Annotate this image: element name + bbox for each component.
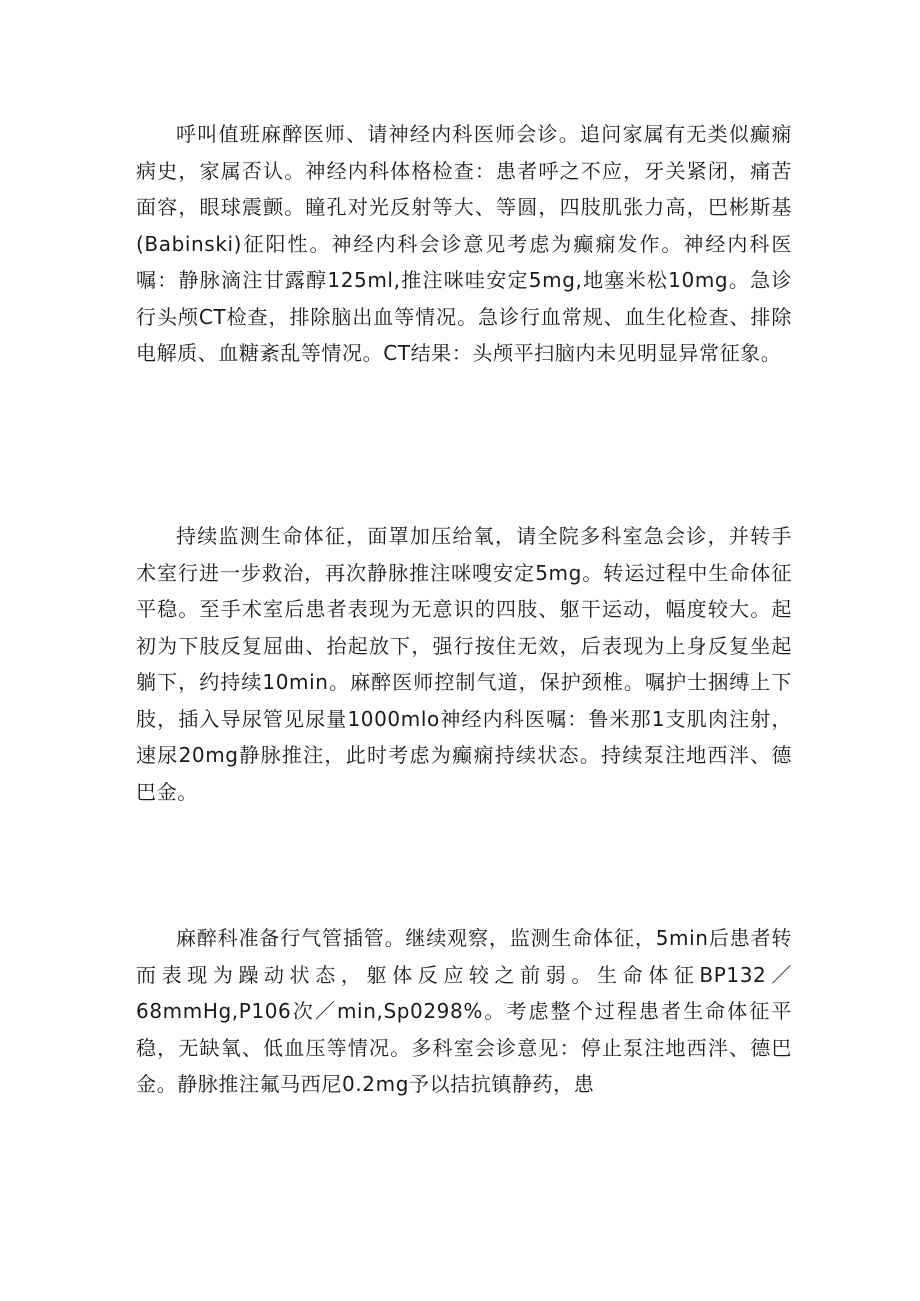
paragraph-1: 呼叫值班麻醉医师、请神经内科医师会诊。追问家属有无类似癫痫病史，家属否认。神经内科体格检查：患者呼之不应，牙关紧闭，痛苦面容，眼球震颤。瞳孔对光反射等大、等圆，四肢肌张力高，巴彬斯基(Babinski)征阳性。神经内科会诊意见考虑为癫痫发作。神经内科医嘱：静脉滴注甘露醇125ml,推注咪哇安定5mg,地塞米松10mg。急诊行头颅CT检查，排除脑出血等情况。急诊行血常规、血生化检查、排除电解质、血糖紊乱等情况。CT结果：头颅平扫脑内未见明显异常征象。: [136, 122, 792, 365]
paragraph-2: 持续监测生命体征，面罩加压给氧，请全院多科室急会诊，并转手术室行进一步救治，再次静脉推注咪嗖安定5mg。转运过程中生命体征平稳。至手术室后患者表现为无意识的四肢、躯干运动，幅度较大。起初为下肢反复屈曲、抬起放下，强行按住无效，后表现为上身反复坐起躺下，约持续10min。麻醉医师控制气道，保护颈椎。嘱护士捆缚上下肢，插入导尿管见尿量1000mlo神经内科医嘱：鲁米那1支肌肉注射，速尿20mg静脉推注，此时考虑为癫痫持续状态。持续泵注地西泮、德巴金。: [136, 524, 792, 804]
paragraph-3: 麻醉科准备行气管插管。继续观察，监测生命体征，5min后患者转而表现为躁动状态，躯体反应较之前弱。生命体征BP132／68mmHg,P106次／min,Sp0298%。考虑整个过程患者生命体征平稳，无缺氧、低血压等情况。多科室会诊意见：停止泵注地西泮、德巴金。静脉推注氟马西尼0.2mg予以拮抗镇静药，患: [136, 926, 792, 1096]
